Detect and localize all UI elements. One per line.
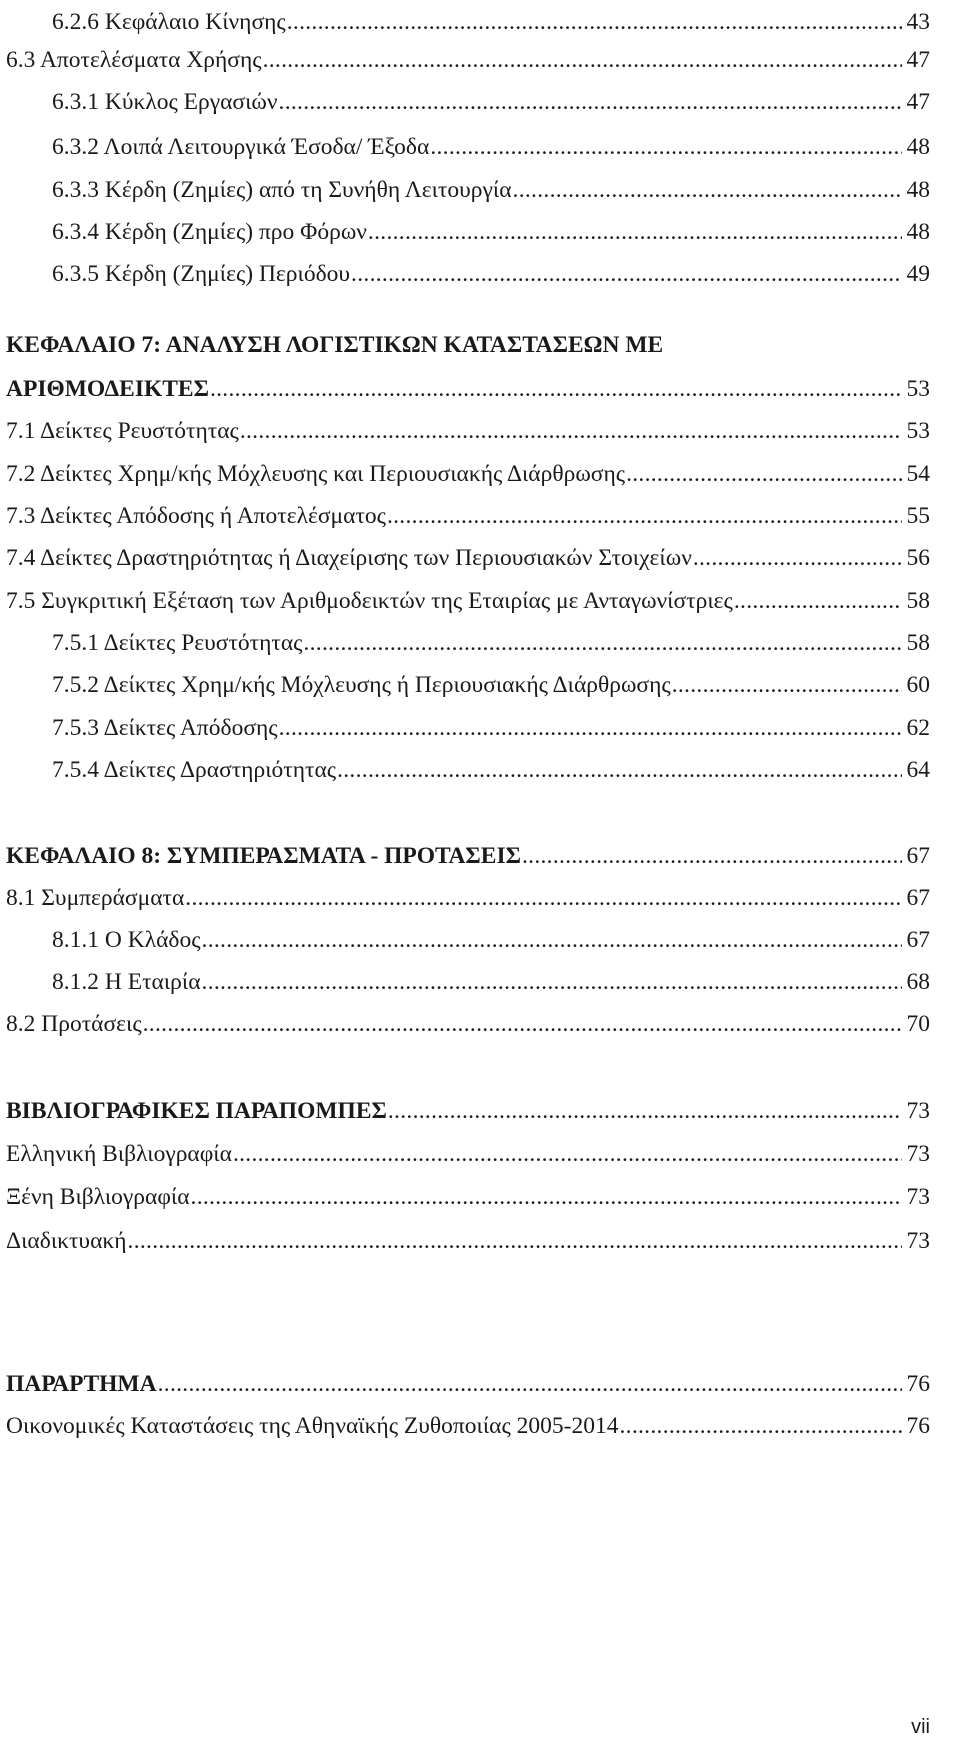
toc-entry[interactable] xyxy=(0,210,960,254)
toc-leader xyxy=(430,125,902,169)
toc-entry[interactable] xyxy=(0,1175,960,1219)
toc-entry-label: 8.1 Συμπεράσματα xyxy=(6,885,185,911)
toc-entry-label: 6.3.5 Κέρδη (Ζημίες) Περιόδου xyxy=(52,261,351,287)
toc-leader xyxy=(619,1404,902,1448)
toc-leader xyxy=(522,834,902,878)
toc-entry-label: 8.2 Προτάσεις xyxy=(6,1011,142,1037)
toc-entry-label: 8.1.1 Ο Κλάδος xyxy=(52,927,201,953)
toc-entry-label: Οικονομικές Καταστάσεις της Αθηναϊκής Ζυθοποιίας 2005-2014 xyxy=(6,1413,619,1439)
toc-entry-page: 54 xyxy=(906,461,930,487)
toc-entry-label: 7.2 Δείκτες Χρημ/κής Μόχλευσης και Περιουσιακής Διάρθρωσης xyxy=(6,461,626,487)
toc-entry-page: 48 xyxy=(906,177,930,203)
toc-leader xyxy=(210,367,902,411)
toc-entry-page: 70 xyxy=(906,1011,930,1037)
toc-entry-page: 67 xyxy=(906,927,930,953)
toc-leader xyxy=(143,1002,902,1046)
toc-entry[interactable] xyxy=(0,125,960,169)
toc-entry-page: 48 xyxy=(906,134,930,160)
toc-leader xyxy=(158,1362,902,1406)
toc-entry-label: 7.5.3 Δείκτες Απόδοσης xyxy=(52,715,278,741)
toc-leader xyxy=(202,960,902,1004)
toc-entry-page: 47 xyxy=(906,47,930,73)
toc-entry-label: 7.1 Δείκτες Ρευστότητας xyxy=(6,418,239,444)
toc-entry-label: 7.5.4 Δείκτες Δραστηριότητας xyxy=(52,757,337,783)
toc-leader xyxy=(368,210,902,254)
toc-entry[interactable] xyxy=(0,918,960,962)
toc-entry-label: 6.3.1 Κύκλος Εργασιών xyxy=(52,89,278,115)
toc-entry-page: 48 xyxy=(906,219,930,245)
toc-entry[interactable] xyxy=(0,409,960,453)
toc-entry[interactable] xyxy=(0,536,960,580)
toc-leader xyxy=(279,80,902,124)
toc-entry-label: 7.5.2 Δείκτες Χρημ/κής Μόχλευσης ή Περιουσιακής Διάρθρωσης xyxy=(52,672,671,698)
toc-entry[interactable] xyxy=(0,1219,960,1263)
toc-leader xyxy=(240,409,902,453)
toc-entry-label: Ξένη Βιβλιογραφία xyxy=(6,1184,190,1210)
toc-leader xyxy=(513,168,902,212)
toc-entry-page: 58 xyxy=(906,588,930,614)
toc-leader xyxy=(672,663,902,707)
toc-leader xyxy=(387,494,902,538)
toc-leader xyxy=(233,1132,902,1176)
toc-entry[interactable] xyxy=(0,452,960,496)
toc-entry-chapter[interactable] xyxy=(0,1089,960,1133)
toc-leader xyxy=(693,536,902,580)
toc-entry-page: 58 xyxy=(906,630,930,656)
toc-leader xyxy=(388,1089,902,1133)
toc-entry-label: 7.5 Συγκριτική Εξέταση των Αριθμοδεικτών της Εταιρίας με Ανταγωνίστριες xyxy=(6,588,733,614)
toc-entry-label: 6.3.2 Λοιπά Λειτουργικά Έσοδα/ Έξοδα xyxy=(52,134,430,160)
toc-entry-label: ΚΕΦΑΛΑΙΟ 8: ΣΥΜΠΕΡΑΣΜΑΤΑ - ΠΡΟΤΑΣΕΙΣ xyxy=(6,843,521,869)
toc-entry-chapter[interactable] xyxy=(0,1362,960,1406)
toc-entry[interactable] xyxy=(0,663,960,707)
toc-entry[interactable] xyxy=(0,168,960,212)
toc-entry-page: 62 xyxy=(906,715,930,741)
toc-entry-label: 7.5.1 Δείκτες Ρευστότητας xyxy=(52,630,303,656)
toc-entry-page: 76 xyxy=(906,1413,930,1439)
toc-leader xyxy=(128,1219,902,1263)
toc-entry-label: Ελληνική Βιβλιογραφία xyxy=(6,1141,232,1167)
toc-entry[interactable] xyxy=(0,1132,960,1176)
toc-entry-label: ΒΙΒΛΙΟΓΡΑΦΙΚΕΣ ΠΑΡΑΠΟΜΠΕΣ xyxy=(6,1098,387,1124)
toc-entry-page: 73 xyxy=(906,1184,930,1210)
page-number: vii xyxy=(911,1716,930,1738)
toc-entry-page: 73 xyxy=(906,1098,930,1124)
toc-entry-page: 49 xyxy=(906,261,930,287)
toc-entry[interactable] xyxy=(0,252,960,296)
toc-entry-label: 7.3 Δείκτες Απόδοσης ή Αποτελέσματος xyxy=(6,503,386,529)
toc-entry-page: 76 xyxy=(906,1371,930,1397)
toc-entry[interactable] xyxy=(0,876,960,920)
toc-entry[interactable] xyxy=(0,960,960,1004)
toc-entry-label: 8.1.2 Η Εταιρία xyxy=(52,969,201,995)
toc-entry-page: 47 xyxy=(906,89,930,115)
toc-entry-page: 64 xyxy=(906,757,930,783)
toc-entry[interactable] xyxy=(0,1002,960,1046)
toc-entry-page: 73 xyxy=(906,1228,930,1254)
toc-entry-label: ΑΡΙΘΜΟΔΕΙΚΤΕΣ xyxy=(6,376,209,402)
toc-entry[interactable] xyxy=(0,621,960,665)
toc-entry-chapter[interactable] xyxy=(0,834,960,878)
toc-entry-page: 56 xyxy=(906,545,930,571)
toc-entry[interactable] xyxy=(0,579,960,623)
toc-entry[interactable] xyxy=(0,80,960,124)
toc-entry-label: 6.3.4 Κέρδη (Ζημίες) προ Φόρων xyxy=(52,219,367,245)
toc-leader xyxy=(279,706,902,750)
toc-entry-page: 60 xyxy=(906,672,930,698)
toc-entry-label: 7.4 Δείκτες Δραστηριότητας ή Διαχείρισης των Περιουσιακών Στοιχείων xyxy=(6,545,692,571)
toc-entry[interactable] xyxy=(0,494,960,538)
toc-entry-label: 6.3 Αποτελέσματα Χρήσης xyxy=(6,47,262,73)
toc-leader xyxy=(351,252,902,296)
toc-entry-page: 53 xyxy=(906,418,930,444)
toc-entry[interactable] xyxy=(0,38,960,82)
toc-entry-page: 68 xyxy=(906,969,930,995)
toc-entry[interactable] xyxy=(0,748,960,792)
toc-entry-label: 6.2.6 Κεφάλαιο Κίνησης xyxy=(52,9,286,35)
toc-chapter-heading[interactable]: ΚΕΦΑΛΑΙΟ 7: ΑΝΑΛΥΣΗ ΛΟΓΙΣΤΙΚΩΝ ΚΑΤΑΣΤΑΣΕΩΝ ΜΕ xyxy=(6,332,664,358)
toc-leader xyxy=(202,918,902,962)
toc-entry[interactable] xyxy=(0,1404,960,1448)
toc-leader xyxy=(626,452,902,496)
toc-leader xyxy=(337,748,902,792)
toc-entry-page: 67 xyxy=(906,885,930,911)
toc-leader xyxy=(191,1175,902,1219)
toc-entry-chapter[interactable] xyxy=(0,367,960,411)
toc-entry[interactable] xyxy=(0,706,960,750)
toc-leader xyxy=(263,38,902,82)
toc-entry-page: 53 xyxy=(906,376,930,402)
toc-entry-label: ΠΑΡΑΡΤΗΜΑ xyxy=(6,1371,157,1397)
toc-leader xyxy=(303,621,902,665)
toc-leader xyxy=(734,579,902,623)
toc-entry-label: Διαδικτυακή xyxy=(6,1228,127,1254)
toc-entry-page: 43 xyxy=(906,9,930,35)
toc-entry-page: 73 xyxy=(906,1141,930,1167)
toc-entry-page: 55 xyxy=(906,503,930,529)
toc-leader xyxy=(185,876,902,920)
toc-entry-page: 67 xyxy=(906,843,930,869)
toc-entry-label: 6.3.3 Κέρδη (Ζημίες) από τη Συνήθη Λειτουργία xyxy=(52,177,512,203)
